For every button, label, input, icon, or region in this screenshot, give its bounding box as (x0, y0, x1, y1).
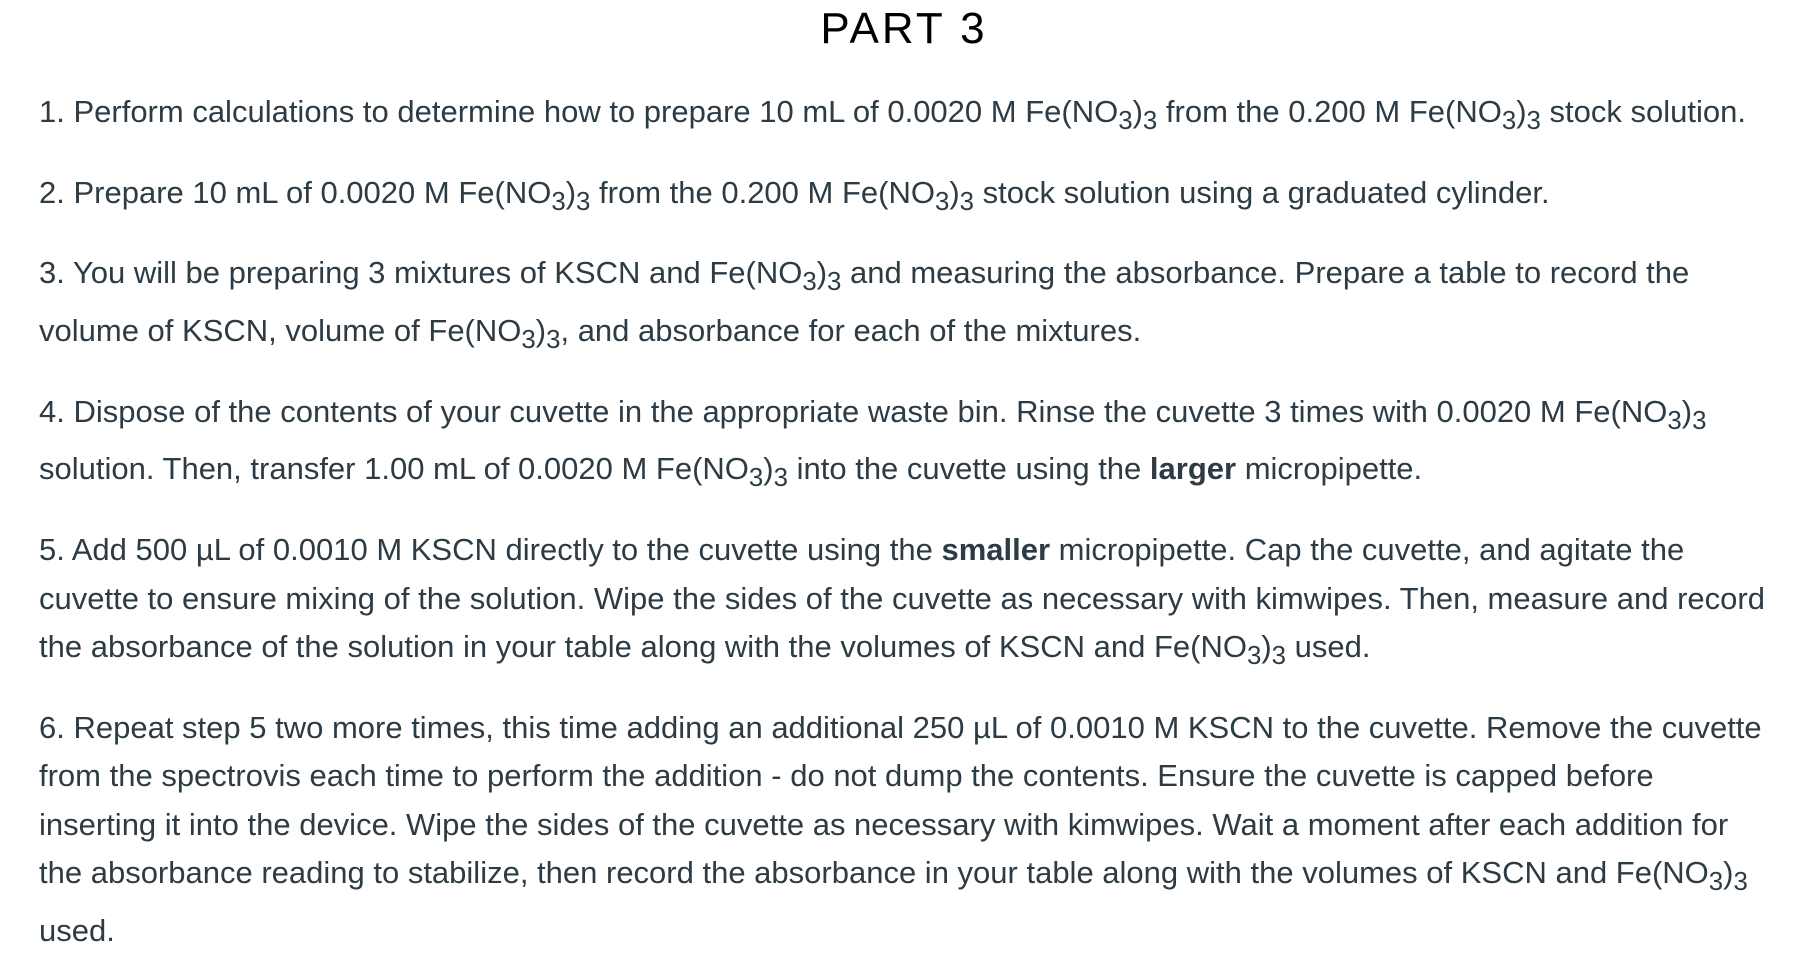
step-text: 4. Dispose of the contents of your cuvette in the appropriate waste bin. Rinse the cuvette 3 times with 0.0020 M Fe(NO (39, 393, 1668, 429)
step-text: used. (1286, 629, 1371, 665)
step-text: ) (1723, 855, 1734, 891)
step-text: stock solution using a graduated cylinder. (974, 174, 1550, 210)
instruction-list (39, 88, 1779, 979)
step-text: 1. Perform calculations to determine how to prepare 10 mL of 0.0020 M Fe(NO (39, 94, 1119, 129)
subscript: 3 (934, 187, 950, 216)
step-text: 2. Prepare 10 mL of 0.0020 M Fe(NO (39, 174, 552, 210)
subscript: 3 (1501, 107, 1517, 136)
subscript: 3 (827, 268, 842, 297)
step-text: 5. Add 500 µL of 0.0010 M KSCN directly to the cuvette using the (39, 532, 942, 568)
step-text: 3. You will be preparing 3 mixtures of KSCN and Fe(NO (39, 255, 803, 291)
subscript: 3 (1692, 406, 1707, 435)
subscript: 3 (546, 326, 561, 355)
step-text: ) (949, 174, 960, 210)
step-text: ) (565, 174, 577, 210)
subscript: 3 (1246, 642, 1262, 671)
bold-emphasis: larger (1149, 451, 1237, 487)
step-text: from the 0.200 M Fe(NO (1157, 94, 1502, 129)
instruction-step-1 (39, 88, 1779, 146)
subscript: 3 (551, 187, 566, 216)
subscript: 3 (748, 464, 764, 493)
step-text: ) (816, 255, 828, 291)
step-text: into the cuvette using the (788, 451, 1150, 487)
step-text: from the 0.200 M Fe(NO (590, 174, 935, 210)
page-title: PART 3 (820, 4, 988, 53)
subscript: 3 (1667, 406, 1682, 435)
subscript: 3 (1142, 107, 1158, 136)
subscript: 3 (802, 268, 817, 297)
subscript: 3 (521, 326, 536, 355)
subscript: 3 (1118, 107, 1133, 136)
instruction-step-2 (39, 169, 1779, 227)
step-text: ) (1516, 94, 1527, 129)
subscript: 3 (959, 187, 975, 216)
subscript: 3 (773, 464, 788, 493)
step-text: used. (39, 913, 115, 948)
subscript: 3 (576, 187, 591, 216)
bold-emphasis: smaller (941, 532, 1051, 568)
step-text: , and absorbance for each of the mixtures. (560, 313, 1142, 349)
instruction-step-6 (39, 704, 1779, 956)
step-text: micropipette. Cap the cuvette, and agitate the cuvette to ensure mixing of the solution. Wipe the sides of the cuvette as necessary with kimwipes. Then, measure and record the absorbance of the solution in your table along with the volumes of KSCN and Fe(NO (39, 532, 1765, 665)
instruction-step-3 (39, 249, 1779, 364)
instruction-step-4 (39, 388, 1779, 503)
step-text: and measuring the absorbance. Prepare a table to record the volume of KSCN, volume of Fe(NO (39, 255, 1690, 349)
subscript: 3 (1271, 642, 1287, 671)
subscript: 3 (1708, 868, 1724, 897)
step-text: ) (763, 451, 774, 487)
instruction-step-5 (39, 526, 1779, 681)
step-text: ) (1132, 94, 1143, 129)
step-text: micropipette. (1236, 451, 1423, 487)
subscript: 3 (1733, 868, 1748, 897)
step-text: ) (1681, 393, 1693, 429)
step-text: ) (535, 313, 547, 349)
step-text: 6. Repeat step 5 two more times, this time adding an additional 250 µL of 0.0010 M KSCN to the cuvette. Remove the cuvette from the spectrovis each time to perform the addition - do not dump the contents. Ensure the cuvette is capped before inserting it into the device. Wipe the sides of the cuvette as necessary with kimwipes. Wait a moment after each addition for the absorbance reading to stabilize, then record the absorbance in your table along with the volumes of KSCN and Fe(NO (39, 709, 1762, 891)
step-text: ) (1261, 629, 1272, 665)
subscript: 3 (1526, 107, 1541, 136)
step-text: stock solution. (1540, 94, 1746, 129)
step-text: solution. Then, transfer 1.00 mL of 0.0020 M Fe(NO (39, 451, 749, 487)
